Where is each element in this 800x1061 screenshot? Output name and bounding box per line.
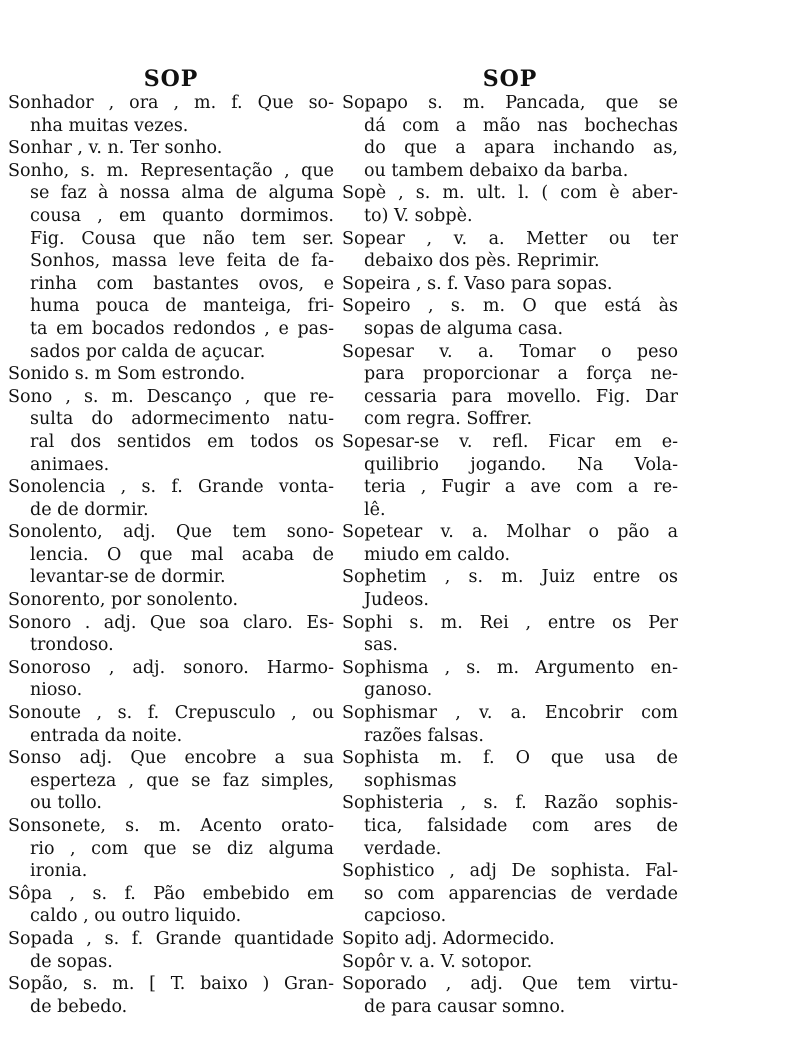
entry-sopear [342,228,678,273]
entry-line: rinha com bastantes ovos, e [30,273,334,294]
entry-line: Sophetim , s. m. Juiz entre os [342,567,678,588]
entry-line: capcioso. [364,906,447,927]
entry-line: Sopetear v. a. Molhar o pão a [342,522,678,543]
entry-line: caldo , ou outro liquido. [30,906,242,927]
entry-sonhador [8,92,334,137]
entry-sonolencia [8,476,334,521]
entry-line: Sopesar v. a. Tomar o peso [342,341,678,362]
entry-sopa [8,883,334,928]
entry-line: esperteza , que se faz simples, [30,770,334,791]
entry-sopada [8,928,334,973]
entry-line: de para causar somno. [364,996,566,1017]
entry-line: tica, falsidade com ares de [364,816,678,836]
entry-sonso [8,747,334,815]
right-running-head: SOP [482,66,538,92]
entry-line: Sonido s. m Som estrondo. [8,364,246,385]
entry-sopetear [342,521,678,566]
entry-line: Sono , s. m. Descanço , que re- [8,386,334,407]
entry-sophista [342,747,678,792]
entry-line: Sôpa , s. f. Pão embebido em [8,883,334,904]
entry-line: debaixo dos pès. Reprimir. [364,251,600,272]
entry-line: rio , com que se diz alguma [30,838,334,859]
entry-sonoute [8,702,334,747]
entry-line: ganoso. [364,680,433,701]
entry-line: Sonhador , ora , m. f. Que so- [8,93,334,113]
entry-line: Sophistico , adj De sophista. Fal- [342,861,678,882]
entry-line: Judeos. [364,590,429,611]
entry-line: Sopapo s. m. Pancada, que se [342,93,678,113]
entry-line: Sonorento, por sonolento. [8,590,239,611]
entry-line: Sonso adj. Que encobre a sua [8,748,334,769]
entry-sopesar-se [342,431,678,521]
entry-line: Sonolencia , s. f. Grande vonta- [8,477,334,498]
entry-sopao [8,973,334,1018]
entry-line: cousa , em quanto dormimos. [30,205,334,226]
entry-line: se faz à nossa alma de alguma [30,183,334,204]
entry-line: sophismas [364,770,457,791]
entry-line: ou tambem debaixo da barba. [364,160,629,181]
entry-line: to) V. sobpè. [364,205,473,226]
entry-line: Sopeiro , s. m. O que está às [342,296,678,317]
entry-sophistico [342,860,678,928]
entry-line: Sonoroso , adj. sonoro. Harmo- [8,657,334,678]
entry-sono [8,386,334,476]
entry-line: sopas de alguma casa. [364,318,564,339]
entry-line: nioso. [30,680,83,701]
entry-line: huma pouca de manteiga, fri- [30,296,334,317]
entry-line: Sopito adj. Adormecido. [342,928,555,949]
entry-line: Sonsonete, s. m. Acento orato- [8,816,334,836]
entry-line: Sophi s. m. Rei , entre os Per [342,612,678,633]
entry-line: Sopè , s. m. ult. l. ( com è aber- [342,183,678,204]
entry-line: Sopesar-se v. refl. Ficar em e- [342,431,678,452]
entry-line: Sonho, s. m. Representação , que [8,160,334,181]
entry-line: Sophisma , s. m. Argumento en- [342,657,678,678]
entry-line: teria , Fugir a ave com a re- [364,477,678,498]
entry-line: Fig. Cousa que não tem ser. [30,228,334,249]
entry-line: do que a apara inchando as, [364,138,678,159]
entry-line: Sonhos, massa leve feita de fa- [30,251,334,272]
entry-line: lê. [364,499,386,520]
entry-sophi [342,612,678,657]
entry-line: Sopôr v. a. V. sotopor. [342,951,533,972]
entry-line: de sopas. [30,951,113,972]
entry-sonoro [8,612,334,657]
entry-line: Sonolento, adj. Que tem sono- [8,522,334,543]
entry-line: razões falsas. [364,725,484,746]
entry-line: sados por calda de açucar. [30,341,266,362]
entry-line: Sopeira , s. f. Vaso para sopas. [342,273,613,294]
entry-line: Sonoro . adj. Que soa claro. Es- [8,612,334,633]
entry-sopapo [342,92,678,182]
entry-line: de de dormir. [30,499,149,520]
entry-line: Sonoute , s. f. Crepusculo , ou [8,703,334,724]
entry-line: animaes. [30,454,110,475]
entry-line: ral dos sentidos em todos os [30,431,334,452]
entry-line: cessaria para movello. Fig. Dar [364,386,678,407]
entry-line: Sopear , v. a. Metter ou ter [342,228,678,249]
entry-sonho [8,160,334,363]
right-column [342,66,678,1018]
entry-sopesar [342,341,678,431]
entry-sonido [8,363,334,386]
entry-line: nha muitas vezes. [30,115,189,136]
entry-sophisma [342,657,678,702]
entry-line: Sopada , s. f. Grande quantidade [8,928,334,949]
entry-line: Sophista m. f. O que usa de [342,748,678,769]
entry-line: so com apparencias de verdade [364,883,678,904]
entry-sopeiro [342,295,678,340]
entry-line: Sophisteria , s. f. Razão sophis- [342,793,678,814]
left-column [8,66,334,1018]
entry-line: Soporado , adj. Que tem virtu- [342,974,678,995]
entry-sonhar [8,137,334,160]
entry-line: sas. [364,635,398,656]
entry-line: com regra. Soffrer. [364,409,533,430]
entry-sopor [342,951,678,974]
left-running-head: SOP [143,66,199,92]
entry-sophisteria [342,792,678,860]
entry-line: ou tollo. [30,793,102,814]
entry-line: Sonhar , v. n. Ter sonho. [8,138,223,159]
entry-line: dá com a mão nas bochechas [364,115,678,136]
entry-line: trondoso. [30,635,114,656]
entry-sonsonete [8,815,334,883]
entry-line: levantar-se de dormir. [30,567,226,588]
entry-line: lencia. O que mal acaba de [30,544,334,565]
entry-line: para proporcionar a força ne- [364,364,678,385]
entry-sophismar [342,702,678,747]
entry-sopito [342,928,678,951]
entry-sopeira [342,273,678,296]
entry-line: Sophismar , v. a. Encobrir com [342,703,678,724]
entry-line: sulta do adormecimento natu- [30,409,334,430]
entry-sonorento [8,589,334,612]
entry-sonolento [8,521,334,589]
entry-line: ironia. [30,861,88,882]
entry-line: quilibrio jogando. Na Vola- [364,454,678,475]
entry-sope [342,182,678,227]
entry-line: verdade. [364,838,442,859]
entry-sonoroso [8,657,334,702]
entry-soporado [342,973,678,1018]
entry-line: entrada da noite. [30,725,183,746]
entry-line: de bebedo. [30,996,128,1017]
entry-line: ta em bocados redondos , e pas- [30,318,334,339]
entry-line: Sopão, s. m. [ T. baixo ) Gran- [8,974,334,995]
entry-sophetim [342,566,678,611]
entry-line: miudo em caldo. [364,544,511,565]
